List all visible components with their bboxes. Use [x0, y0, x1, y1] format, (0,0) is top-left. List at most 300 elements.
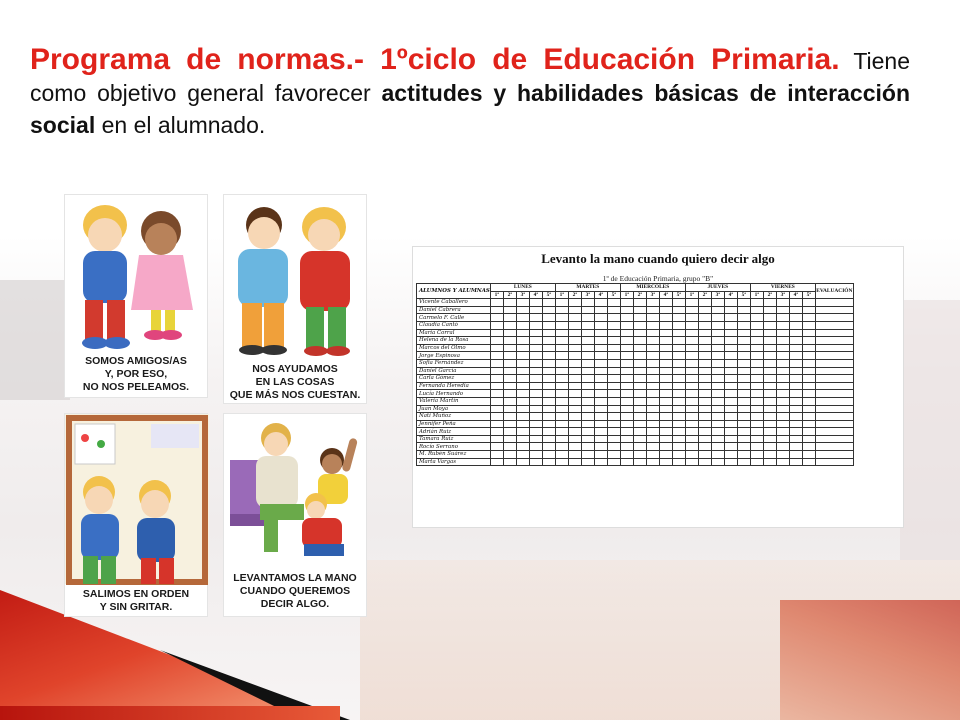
tracking-cell — [711, 451, 724, 459]
tracking-cell — [698, 397, 711, 405]
tracking-cell — [789, 337, 802, 345]
tracking-cell — [802, 337, 815, 345]
tracking-cell — [555, 382, 568, 390]
slide-title: Programa de normas.- 1ºciclo de Educación Primaria. — [30, 43, 840, 76]
tracking-cell — [659, 375, 672, 383]
tracking-cell — [737, 451, 750, 459]
tracking-cell — [763, 451, 776, 459]
slide-text-part-2: en el alumnado. — [95, 112, 266, 138]
tracking-cell — [698, 428, 711, 436]
tracking-cell — [490, 443, 503, 451]
tracking-cell — [529, 344, 542, 352]
tracking-cell — [568, 458, 581, 466]
tracking-cell — [490, 420, 503, 428]
tracking-cell — [594, 397, 607, 405]
slot-header: 4ª — [594, 291, 607, 299]
tracking-cell — [685, 367, 698, 375]
tracking-cell — [685, 306, 698, 314]
tracking-cell — [529, 435, 542, 443]
tracking-cell — [737, 435, 750, 443]
evaluation-cell — [815, 390, 853, 398]
table-row — [417, 299, 854, 307]
tracking-cell — [503, 359, 516, 367]
tracking-cell — [711, 352, 724, 360]
student-name: Fernanda Heredia — [417, 382, 491, 390]
tracking-cell — [750, 337, 763, 345]
slot-header: 5ª — [672, 291, 685, 299]
table-row — [417, 458, 854, 466]
tracking-cell — [750, 390, 763, 398]
tracking-cell — [698, 420, 711, 428]
slot-header: 2ª — [633, 291, 646, 299]
slot-header: 3ª — [776, 291, 789, 299]
tracking-cell — [503, 367, 516, 375]
tracking-cell — [581, 352, 594, 360]
tracking-cell — [711, 428, 724, 436]
tracking-cell — [542, 352, 555, 360]
tracking-cell — [763, 337, 776, 345]
tracking-cell — [516, 314, 529, 322]
tracking-cell — [568, 375, 581, 383]
evaluation-cell — [815, 397, 853, 405]
tracking-cell — [737, 405, 750, 413]
tracking-cell — [620, 458, 633, 466]
rule-card-exit — [64, 413, 208, 617]
evaluation-cell — [815, 337, 853, 345]
slot-header: 5ª — [802, 291, 815, 299]
tracking-cell — [581, 390, 594, 398]
student-name: Rocío Serrano — [417, 443, 491, 451]
tracking-cell — [789, 413, 802, 421]
tracking-cell — [776, 337, 789, 345]
tracking-cell — [581, 428, 594, 436]
tracking-cell — [750, 405, 763, 413]
tracking-cell — [750, 329, 763, 337]
student-name: Claudia Cantó — [417, 321, 491, 329]
tracking-cell — [789, 390, 802, 398]
tracking-cell — [529, 321, 542, 329]
tracking-cell — [724, 451, 737, 459]
tracking-cell — [516, 428, 529, 436]
student-name: Juan Moya — [417, 405, 491, 413]
tracking-cell — [555, 390, 568, 398]
tracking-cell — [490, 314, 503, 322]
tracking-cell — [724, 405, 737, 413]
school-column-photo — [900, 300, 960, 560]
tracking-cell — [516, 435, 529, 443]
tracking-cell — [607, 413, 620, 421]
tracking-cell — [776, 428, 789, 436]
table-row — [417, 352, 854, 360]
tracking-cell — [698, 413, 711, 421]
tracking-cell — [763, 352, 776, 360]
tracking-cell — [685, 397, 698, 405]
tracking-cell — [685, 344, 698, 352]
tracking-cell — [750, 443, 763, 451]
tracking-cell — [555, 405, 568, 413]
tracking-cell — [516, 405, 529, 413]
tracking-cell — [685, 352, 698, 360]
tracking-cell — [802, 428, 815, 436]
tracking-cell — [698, 375, 711, 383]
tracking-cell — [555, 321, 568, 329]
tracking-cell — [503, 299, 516, 307]
tracking-cell — [698, 321, 711, 329]
tracking-cell — [789, 443, 802, 451]
tracking-cell — [490, 337, 503, 345]
tracking-cell — [607, 367, 620, 375]
student-name: Maria Corral — [417, 329, 491, 337]
tracking-cell — [698, 390, 711, 398]
evaluation-cell — [815, 451, 853, 459]
tracking-cell — [633, 435, 646, 443]
tracking-cell — [529, 329, 542, 337]
tracking-cell — [568, 397, 581, 405]
tracking-cell — [711, 299, 724, 307]
tracking-cell — [633, 428, 646, 436]
tracking-cell — [620, 359, 633, 367]
tracking-cell — [503, 375, 516, 383]
tracking-cell — [646, 390, 659, 398]
tracking-cell — [711, 329, 724, 337]
tracking-cell — [620, 337, 633, 345]
tracking-cell — [581, 321, 594, 329]
tracking-cell — [568, 428, 581, 436]
tracking-cell — [750, 344, 763, 352]
tracking-cell — [763, 413, 776, 421]
tracking-cell — [542, 367, 555, 375]
rule-card-raise-hand — [223, 413, 367, 617]
tracking-cell — [698, 435, 711, 443]
tracking-cell — [594, 375, 607, 383]
tracking-cell — [763, 443, 776, 451]
tracking-cell — [659, 329, 672, 337]
school-wall-photo — [0, 280, 70, 400]
tracking-cell — [542, 428, 555, 436]
tracking-cell — [685, 337, 698, 345]
tracking-cell — [542, 397, 555, 405]
tracking-cell — [724, 321, 737, 329]
evaluation-cell — [815, 321, 853, 329]
tracking-cell — [581, 451, 594, 459]
tracking-cell — [659, 405, 672, 413]
tracking-cell — [490, 413, 503, 421]
tracking-cell — [529, 390, 542, 398]
slot-header: 3ª — [516, 291, 529, 299]
tracking-cell — [620, 413, 633, 421]
tracking-cell — [672, 306, 685, 314]
tracking-cell — [633, 397, 646, 405]
tracking-cell — [685, 390, 698, 398]
tracking-cell — [750, 359, 763, 367]
tracking-cell — [724, 344, 737, 352]
table-row — [417, 405, 854, 413]
tracking-cell — [789, 382, 802, 390]
evaluation-cell — [815, 458, 853, 466]
tracking-cell — [503, 413, 516, 421]
student-name: Lucía Hernando — [417, 390, 491, 398]
slot-header: 3ª — [646, 291, 659, 299]
tracking-cell — [581, 443, 594, 451]
table-row — [417, 306, 854, 314]
tracking-cell — [542, 451, 555, 459]
tracking-cell — [581, 299, 594, 307]
tracking-cell — [555, 344, 568, 352]
tracking-cell — [659, 367, 672, 375]
tracking-cell — [789, 428, 802, 436]
tracking-cell — [620, 390, 633, 398]
tracking-cell — [503, 306, 516, 314]
tracking-cell — [581, 413, 594, 421]
day-header: VIERNES — [750, 284, 815, 292]
tracking-cell — [581, 314, 594, 322]
tracking-cell — [555, 413, 568, 421]
student-name: Valeria Martín — [417, 397, 491, 405]
tracking-cell — [594, 329, 607, 337]
tracking-cell — [542, 344, 555, 352]
tracking-cell — [529, 443, 542, 451]
tracking-cell — [490, 321, 503, 329]
tracking-cell — [529, 451, 542, 459]
tracking-cell — [490, 299, 503, 307]
tracking-cell — [659, 352, 672, 360]
tracking-cell — [555, 443, 568, 451]
behaviour-tracking-sheet — [412, 246, 904, 528]
card-caption-line: Y, POR ESO, — [104, 368, 168, 380]
slide-text-bold: actitudes y habilidades básicas de interacción social — [30, 80, 910, 138]
tracking-cell — [711, 420, 724, 428]
tracking-cell — [633, 420, 646, 428]
tracking-cell — [646, 306, 659, 314]
tracking-cell — [490, 382, 503, 390]
tracking-cell — [711, 367, 724, 375]
tracking-cell — [711, 321, 724, 329]
tracking-cell — [516, 397, 529, 405]
tracking-cell — [802, 390, 815, 398]
tracking-cell — [529, 352, 542, 360]
tracking-cell — [737, 337, 750, 345]
tracking-cell — [581, 458, 594, 466]
tracking-cell — [529, 337, 542, 345]
tracking-cell — [529, 375, 542, 383]
tracking-cell — [685, 405, 698, 413]
tracking-cell — [685, 451, 698, 459]
tracking-cell — [672, 321, 685, 329]
tracking-cell — [503, 397, 516, 405]
tracking-cell — [646, 329, 659, 337]
tracking-cell — [620, 344, 633, 352]
tracking-cell — [594, 367, 607, 375]
tracking-cell — [516, 321, 529, 329]
tracking-cell — [646, 321, 659, 329]
tracking-cell — [750, 420, 763, 428]
tracking-cell — [620, 397, 633, 405]
slot-header: 2ª — [503, 291, 516, 299]
tracking-cell — [789, 329, 802, 337]
slot-header: 1ª — [620, 291, 633, 299]
tracking-cell — [763, 435, 776, 443]
tracking-cell — [620, 443, 633, 451]
rule-card-friends — [64, 194, 208, 398]
tracking-cell — [620, 428, 633, 436]
student-name: Nati Muñoz — [417, 413, 491, 421]
tracking-cell — [516, 359, 529, 367]
tracking-cell — [737, 299, 750, 307]
tracking-cell — [685, 299, 698, 307]
tracking-cell — [581, 435, 594, 443]
tracking-cell — [750, 367, 763, 375]
tracking-cell — [490, 359, 503, 367]
tracking-cell — [659, 359, 672, 367]
tracking-cell — [581, 329, 594, 337]
tracking-cell — [659, 458, 672, 466]
tracking-cell — [516, 420, 529, 428]
tracking-cell — [672, 451, 685, 459]
tracking-cell — [802, 451, 815, 459]
tracking-cell — [789, 306, 802, 314]
table-row — [417, 344, 854, 352]
tracking-cell — [802, 458, 815, 466]
tracking-cell — [685, 443, 698, 451]
tracking-cell — [802, 413, 815, 421]
tracking-cell — [503, 337, 516, 345]
tracking-cell — [607, 405, 620, 413]
tracking-cell — [672, 329, 685, 337]
student-name: Carmelo F. Calle — [417, 314, 491, 322]
tracking-cell — [763, 314, 776, 322]
tracking-cell — [672, 405, 685, 413]
tracking-cell — [646, 435, 659, 443]
tracking-cell — [763, 405, 776, 413]
tracking-cell — [529, 306, 542, 314]
tracking-cell — [776, 405, 789, 413]
student-name: Vicente Caballero — [417, 299, 491, 307]
tracking-cell — [763, 420, 776, 428]
tracking-cell — [672, 375, 685, 383]
tracking-cell — [503, 443, 516, 451]
tracking-cell — [620, 405, 633, 413]
tracking-cell — [555, 458, 568, 466]
tracking-cell — [711, 435, 724, 443]
tracking-cell — [620, 314, 633, 322]
evaluation-cell — [815, 352, 853, 360]
tracking-cell — [516, 413, 529, 421]
tracking-cell — [529, 413, 542, 421]
tracking-cell — [763, 306, 776, 314]
tracking-cell — [529, 382, 542, 390]
tracking-cell — [555, 435, 568, 443]
tracking-cell — [763, 359, 776, 367]
tracking-cell — [568, 337, 581, 345]
tracking-cell — [724, 299, 737, 307]
tracking-cell — [776, 443, 789, 451]
tracking-cell — [776, 359, 789, 367]
tracking-cell — [698, 458, 711, 466]
tracking-cell — [594, 299, 607, 307]
tracking-cell — [724, 458, 737, 466]
card-caption-line: CUANDO QUEREMOS — [239, 585, 351, 597]
evaluation-cell — [815, 344, 853, 352]
tracking-cell — [503, 321, 516, 329]
tracking-cell — [711, 458, 724, 466]
tracking-cell — [503, 428, 516, 436]
tracking-cell — [672, 344, 685, 352]
tracking-cell — [724, 428, 737, 436]
student-name: Daniel García — [417, 367, 491, 375]
tracking-cell — [646, 367, 659, 375]
tracking-cell — [646, 382, 659, 390]
tracking-cell — [607, 375, 620, 383]
tracking-cell — [594, 390, 607, 398]
day-header: MARTES — [555, 284, 620, 292]
student-name: Marta Vargas — [417, 458, 491, 466]
tracking-cell — [750, 451, 763, 459]
tracking-cell — [516, 299, 529, 307]
tracking-cell — [568, 344, 581, 352]
tracking-cell — [581, 337, 594, 345]
tracking-cell — [763, 390, 776, 398]
tracking-cell — [659, 344, 672, 352]
tracking-cell — [659, 390, 672, 398]
tracking-cell — [646, 344, 659, 352]
tracking-cell — [685, 359, 698, 367]
tracking-cell — [724, 397, 737, 405]
tracking-cell — [555, 299, 568, 307]
tracking-cell — [698, 367, 711, 375]
tracking-cell — [516, 367, 529, 375]
tracking-cell — [776, 314, 789, 322]
tracking-cell — [620, 367, 633, 375]
tracking-cell — [633, 405, 646, 413]
tracking-cell — [724, 367, 737, 375]
card-caption-line: SOMOS AMIGOS/AS — [85, 355, 187, 367]
tracking-cell — [607, 314, 620, 322]
tracking-cell — [607, 337, 620, 345]
tracking-cell — [659, 435, 672, 443]
tracking-cell — [620, 352, 633, 360]
tracking-cell — [542, 321, 555, 329]
tracking-cell — [659, 299, 672, 307]
tracking-cell — [503, 314, 516, 322]
tracking-cell — [516, 337, 529, 345]
tracking-cell — [750, 458, 763, 466]
tracking-cell — [672, 367, 685, 375]
tracking-cell — [724, 443, 737, 451]
slide-text-part-1: Tiene como objetivo general favorecer — [30, 48, 911, 106]
tracking-cell — [490, 458, 503, 466]
tracking-cell — [529, 359, 542, 367]
day-header: LUNES — [490, 284, 555, 292]
tracking-cell — [633, 451, 646, 459]
tracking-cell — [685, 375, 698, 383]
tracking-cell — [750, 382, 763, 390]
tracking-cell — [555, 420, 568, 428]
rule-card-help — [223, 194, 367, 404]
tracking-cell — [776, 344, 789, 352]
tracking-cell — [776, 306, 789, 314]
tracking-cell — [620, 420, 633, 428]
tracking-cell — [607, 428, 620, 436]
tracking-cell — [711, 382, 724, 390]
tracking-cell — [529, 299, 542, 307]
tracking-cell — [672, 299, 685, 307]
tracking-cell — [633, 329, 646, 337]
tracking-cell — [672, 337, 685, 345]
tracking-cell — [607, 397, 620, 405]
tracking-cell — [750, 352, 763, 360]
tracking-cell — [685, 428, 698, 436]
tracking-cell — [646, 443, 659, 451]
